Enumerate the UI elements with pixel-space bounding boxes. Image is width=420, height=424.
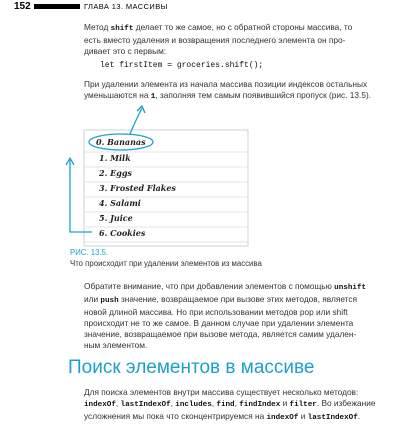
paragraph-line: Для поиска элементов внутри массива существует несколько методов:: [84, 387, 359, 397]
list-item-0: 0. Bananas: [96, 137, 146, 147]
header-rule: [34, 4, 80, 9]
list-item-3: 3. Frosted Flakes: [99, 183, 176, 193]
paragraph-line: усложнения мы пока что сконцентрируемся на indexOf и lastIndexOf.: [84, 411, 361, 422]
list-item-2: 2. Eggs: [99, 168, 132, 178]
chapter-title: ГЛАВА 13. МАССИВЫ: [84, 2, 168, 11]
list-item-4: 4. Salami: [99, 198, 141, 208]
figure-number: РИС. 13.5.: [70, 248, 109, 257]
intro-line: дивает это с первым:: [84, 46, 167, 56]
list-item-5: 5. Juice: [99, 213, 133, 223]
intro-paragraph: [84, 22, 410, 57]
intro-line: Метод shift делает то же самое, но с обратной стороны массива, то: [84, 22, 353, 33]
list-item-1: 1. Milk: [99, 153, 131, 163]
paragraph-line: indexOf, lastIndexOf, includes, find, findIndex и filter. Во избежание: [84, 398, 376, 409]
page-number: 152: [14, 1, 31, 12]
intro-line: есть вместо удаления и возвращения последнего элемента он про-: [84, 35, 346, 45]
paragraph-line: или push значение, возвращаемое при вызове этих методов, является: [84, 294, 358, 305]
code-snippet: let firstItem = groceries.shift();: [100, 61, 264, 70]
list-item-6: 6. Cookies: [99, 228, 146, 238]
figure-13-5: [0, 100, 420, 248]
paragraph-line: уменьшаются на 1, заполняя тем самым появившийся пропуск (рис. 13.5).: [84, 90, 372, 101]
figure-caption: Что происходит при удалении элементов из массива: [70, 259, 262, 268]
paragraph-line: При удалении элемента из начала массива позиции индексов остальных: [84, 79, 368, 89]
paragraph-line: Обратите внимание, что при добавлении элементов с помощью unshift: [84, 281, 367, 292]
paragraph-line: происходит не то же самое. В данном случае при удалении элемента: [84, 318, 354, 328]
section-paragraph: [84, 387, 410, 424]
paragraph-line: ным элементом.: [84, 340, 148, 350]
paragraph-return-value: [84, 281, 410, 351]
section-heading: Поиск элементов в массиве: [68, 357, 315, 378]
page-header: [0, 0, 420, 12]
paragraph-line: значение, возвращаемое при вызове метода, является самим удален-: [84, 329, 357, 339]
paragraph-line: новой длиной массива. Но при использовании методов pop или shift: [84, 307, 348, 317]
